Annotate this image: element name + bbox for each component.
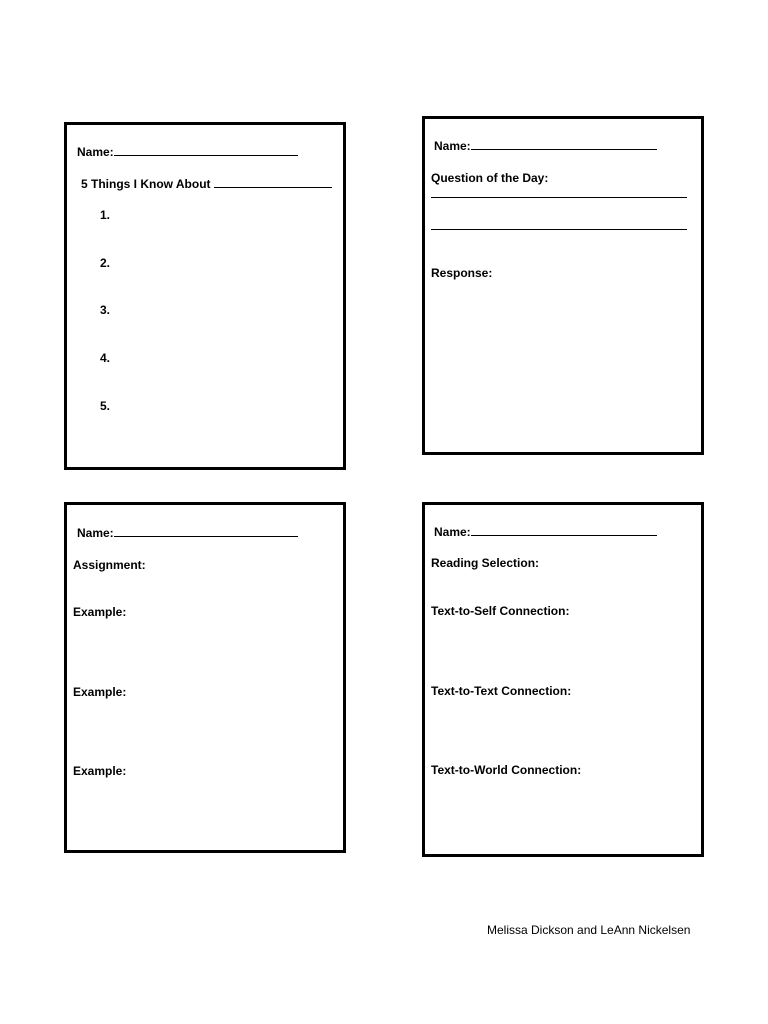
- name-blank[interactable]: [114, 526, 298, 537]
- name-label: Name:: [77, 145, 114, 159]
- example-label: Example:: [73, 764, 127, 778]
- connection-label: Text-to-Text Connection:: [431, 684, 572, 698]
- name-row: [434, 525, 657, 539]
- name-label: Name:: [434, 139, 471, 153]
- title-row: [81, 177, 332, 191]
- name-blank[interactable]: [471, 525, 657, 536]
- list-item-number: 1.: [100, 208, 111, 222]
- card-assignment: [64, 502, 346, 853]
- footer-credit: Melissa Dickson and LeAnn Nickelsen: [487, 923, 691, 937]
- question-label: Question of the Day:: [431, 171, 549, 185]
- list-item-number: 3.: [100, 303, 111, 317]
- card-question-of-day: [422, 116, 704, 455]
- name-blank[interactable]: [471, 139, 657, 150]
- list-item-number: 5.: [100, 399, 111, 413]
- name-row: [77, 526, 298, 540]
- name-blank[interactable]: [114, 145, 298, 156]
- list-item-number: 4.: [100, 351, 111, 365]
- example-label: Example:: [73, 685, 127, 699]
- response-label: Response:: [431, 266, 493, 280]
- list-item-number: 2.: [100, 256, 111, 270]
- name-label: Name:: [434, 525, 471, 539]
- reading-selection-label: Reading Selection:: [431, 556, 540, 570]
- card-five-things: [64, 122, 346, 470]
- connection-label: Text-to-Self Connection:: [431, 604, 570, 618]
- topic-blank[interactable]: [214, 177, 332, 188]
- question-line[interactable]: [431, 229, 687, 230]
- name-label: Name:: [77, 526, 114, 540]
- connection-label: Text-to-World Connection:: [431, 763, 582, 777]
- assignment-label: Assignment:: [73, 558, 146, 572]
- card-reading-connections: [422, 502, 704, 857]
- question-line[interactable]: [431, 197, 687, 198]
- five-things-title: 5 Things I Know About: [81, 177, 211, 191]
- example-label: Example:: [73, 605, 127, 619]
- name-row: [77, 145, 298, 159]
- name-row: [434, 139, 657, 153]
